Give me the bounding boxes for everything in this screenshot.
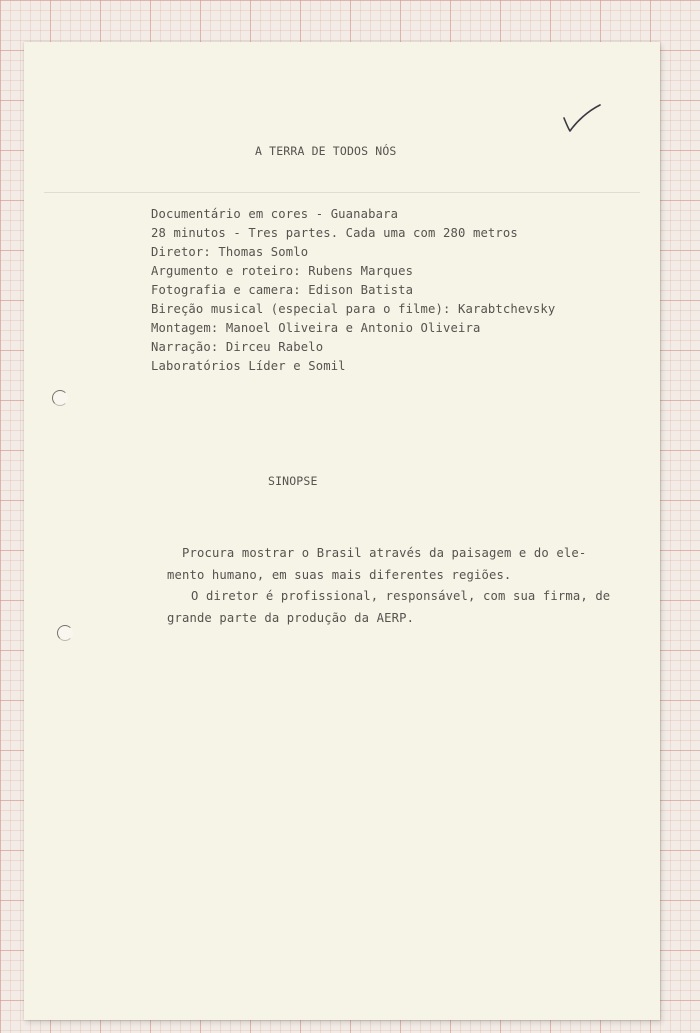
- credit-line-director: Diretor: Thomas Somlo: [151, 245, 309, 259]
- credit-line-screenplay: Argumento e roteiro: Rubens Marques: [151, 264, 414, 278]
- fold-line: [44, 192, 640, 193]
- credit-line-editing: Montagem: Manoel Oliveira e Antonio Oliveira: [151, 321, 481, 335]
- synopsis-heading: SINOPSE: [268, 474, 318, 488]
- credits-block: [151, 205, 555, 376]
- document-page: [24, 42, 660, 1020]
- punch-hole-icon: [57, 625, 73, 641]
- credit-line-narration: Narração: Dirceu Rabelo: [151, 340, 324, 354]
- checkmark-icon: [561, 104, 603, 136]
- synopsis-line: grande parte da produção da AERP.: [167, 610, 415, 625]
- synopsis-line: mento humano, em suas mais diferentes regiões.: [167, 567, 512, 582]
- punch-hole-icon: [52, 390, 68, 406]
- synopsis-line: O diretor é profissional, responsável, com sua firma, de: [191, 589, 611, 603]
- credit-line-music: Bireção musical (especial para o filme): Karabtchevsky: [151, 302, 556, 316]
- credit-line-camera: Fotografia e camera: Edison Batista: [151, 283, 414, 297]
- document-title: A TERRA DE TODOS NÓS: [255, 144, 397, 158]
- credit-line-laboratories: Laboratórios Líder e Somil: [151, 359, 346, 373]
- credit-line-duration: 28 minutos - Tres partes. Cada uma com 280 metros: [151, 226, 518, 240]
- synopsis-line: Procura mostrar o Brasil através da paisagem e do ele-: [182, 546, 587, 560]
- synopsis-block: [167, 543, 610, 629]
- credit-line-format: Documentário em cores - Guanabara: [151, 207, 399, 221]
